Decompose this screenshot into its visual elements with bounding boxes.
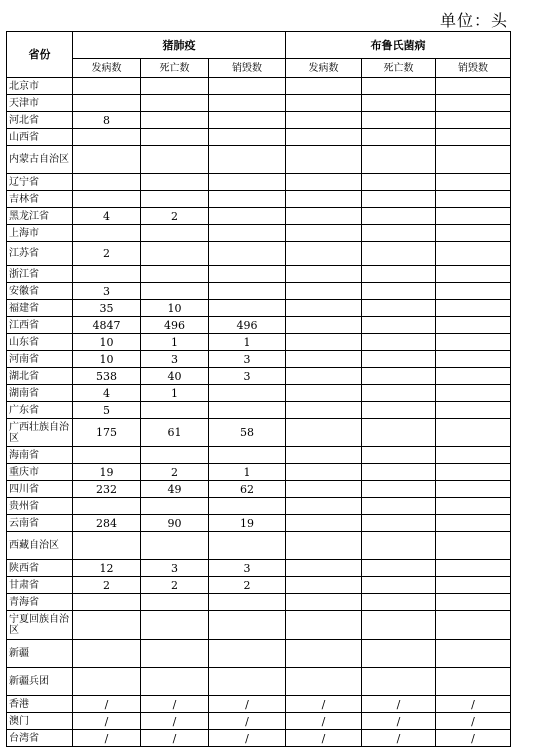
- table-row: [7, 696, 511, 713]
- value-cell: /: [286, 696, 362, 713]
- value-cell: [436, 146, 511, 174]
- value-cell: [436, 191, 511, 208]
- value-cell: [436, 112, 511, 129]
- value-cell: [286, 191, 362, 208]
- value-cell: [141, 283, 209, 300]
- value-cell: [436, 317, 511, 334]
- value-cell: [73, 266, 141, 283]
- value-cell: [436, 640, 511, 668]
- value-cell: [436, 402, 511, 419]
- table-row: [7, 594, 511, 611]
- value-cell: 5: [73, 402, 141, 419]
- header-group-brucellosis: 布鲁氏菌病: [286, 32, 511, 59]
- province-cell: 安徽省: [7, 283, 73, 300]
- value-cell: [362, 225, 436, 242]
- value-cell: [286, 78, 362, 95]
- value-cell: [362, 78, 436, 95]
- value-cell: [286, 385, 362, 402]
- value-cell: [141, 266, 209, 283]
- province-cell: 湖南省: [7, 385, 73, 402]
- value-cell: [286, 515, 362, 532]
- value-cell: [436, 577, 511, 594]
- value-cell: 232: [73, 481, 141, 498]
- value-cell: [362, 146, 436, 174]
- table-row: [7, 112, 511, 129]
- value-cell: [436, 95, 511, 112]
- value-cell: [362, 594, 436, 611]
- province-cell: 江西省: [7, 317, 73, 334]
- value-cell: [362, 95, 436, 112]
- value-cell: [286, 266, 362, 283]
- value-cell: [141, 146, 209, 174]
- value-cell: [436, 300, 511, 317]
- value-cell: [73, 532, 141, 560]
- value-cell: 4847: [73, 317, 141, 334]
- value-cell: 4: [73, 385, 141, 402]
- value-cell: [286, 419, 362, 447]
- value-cell: [436, 419, 511, 447]
- value-cell: [436, 368, 511, 385]
- value-cell: 35: [73, 300, 141, 317]
- province-cell: 广东省: [7, 402, 73, 419]
- value-cell: 62: [209, 481, 286, 498]
- value-cell: [436, 594, 511, 611]
- value-cell: /: [73, 730, 141, 747]
- value-cell: [362, 560, 436, 577]
- value-cell: 4: [73, 208, 141, 225]
- disease-statistics-table: [6, 31, 511, 747]
- table-row: [7, 611, 511, 640]
- value-cell: 1: [209, 334, 286, 351]
- value-cell: [362, 191, 436, 208]
- value-cell: [436, 283, 511, 300]
- value-cell: [141, 78, 209, 95]
- table-row: [7, 730, 511, 747]
- value-cell: [362, 334, 436, 351]
- value-cell: [141, 640, 209, 668]
- value-cell: 3: [209, 368, 286, 385]
- province-cell: 香港: [7, 696, 73, 713]
- value-cell: [286, 464, 362, 481]
- value-cell: 538: [73, 368, 141, 385]
- table-row: [7, 146, 511, 174]
- value-cell: [286, 532, 362, 560]
- value-cell: /: [362, 713, 436, 730]
- value-cell: [362, 208, 436, 225]
- value-cell: /: [362, 696, 436, 713]
- value-cell: 10: [141, 300, 209, 317]
- value-cell: [362, 266, 436, 283]
- table-row: [7, 129, 511, 146]
- value-cell: /: [436, 713, 511, 730]
- value-cell: [141, 594, 209, 611]
- value-cell: 1: [209, 464, 286, 481]
- value-cell: [362, 481, 436, 498]
- header-death-count: 死亡数: [362, 59, 436, 78]
- table-row: [7, 300, 511, 317]
- province-cell: 江苏省: [7, 242, 73, 266]
- value-cell: [209, 146, 286, 174]
- value-cell: [141, 532, 209, 560]
- value-cell: /: [362, 730, 436, 747]
- table-row: [7, 447, 511, 464]
- value-cell: 19: [209, 515, 286, 532]
- value-cell: [436, 447, 511, 464]
- province-cell: 广西壮族自治区: [7, 419, 73, 447]
- table-row: [7, 532, 511, 560]
- province-cell: 宁夏回族自治区: [7, 611, 73, 640]
- value-cell: [141, 174, 209, 191]
- value-cell: [362, 640, 436, 668]
- value-cell: [209, 532, 286, 560]
- province-cell: 四川省: [7, 481, 73, 498]
- table-row: [7, 242, 511, 266]
- value-cell: [362, 498, 436, 515]
- value-cell: [209, 78, 286, 95]
- value-cell: [286, 368, 362, 385]
- value-cell: [362, 385, 436, 402]
- value-cell: [286, 611, 362, 640]
- province-cell: 云南省: [7, 515, 73, 532]
- value-cell: [73, 611, 141, 640]
- province-cell: 内蒙古自治区: [7, 146, 73, 174]
- value-cell: [286, 208, 362, 225]
- value-cell: /: [436, 730, 511, 747]
- province-cell: 西藏自治区: [7, 532, 73, 560]
- header-province: 省份: [7, 32, 73, 78]
- value-cell: [286, 481, 362, 498]
- value-cell: 12: [73, 560, 141, 577]
- value-cell: [362, 112, 436, 129]
- table-row: [7, 191, 511, 208]
- value-cell: [286, 498, 362, 515]
- value-cell: [362, 317, 436, 334]
- value-cell: 496: [209, 317, 286, 334]
- value-cell: [436, 611, 511, 640]
- value-cell: 8: [73, 112, 141, 129]
- table-row: [7, 334, 511, 351]
- province-cell: 台湾省: [7, 730, 73, 747]
- province-cell: 陕西省: [7, 560, 73, 577]
- value-cell: [73, 594, 141, 611]
- table-row: [7, 640, 511, 668]
- value-cell: [286, 577, 362, 594]
- value-cell: [286, 129, 362, 146]
- table-row: [7, 368, 511, 385]
- value-cell: /: [209, 696, 286, 713]
- value-cell: [141, 447, 209, 464]
- value-cell: [362, 577, 436, 594]
- value-cell: [73, 498, 141, 515]
- value-cell: 2: [209, 577, 286, 594]
- value-cell: [209, 174, 286, 191]
- header-onset-count: 发病数: [286, 59, 362, 78]
- value-cell: [209, 668, 286, 696]
- value-cell: [73, 191, 141, 208]
- value-cell: [209, 594, 286, 611]
- value-cell: [436, 560, 511, 577]
- value-cell: [436, 208, 511, 225]
- table-row: [7, 208, 511, 225]
- value-cell: /: [286, 730, 362, 747]
- value-cell: [436, 129, 511, 146]
- value-cell: 19: [73, 464, 141, 481]
- province-cell: 北京市: [7, 78, 73, 95]
- value-cell: [286, 594, 362, 611]
- province-cell: 海南省: [7, 447, 73, 464]
- value-cell: 58: [209, 419, 286, 447]
- value-cell: /: [209, 713, 286, 730]
- value-cell: [286, 640, 362, 668]
- value-cell: [436, 515, 511, 532]
- value-cell: [286, 334, 362, 351]
- province-cell: 湖北省: [7, 368, 73, 385]
- value-cell: [73, 146, 141, 174]
- table-row: [7, 225, 511, 242]
- value-cell: [362, 300, 436, 317]
- value-cell: [362, 419, 436, 447]
- value-cell: [286, 300, 362, 317]
- value-cell: /: [73, 696, 141, 713]
- province-cell: 天津市: [7, 95, 73, 112]
- table-row: [7, 351, 511, 368]
- unit-label: 单位：头: [439, 11, 508, 30]
- table-row: [7, 515, 511, 532]
- header-onset-count: 发病数: [73, 59, 141, 78]
- province-cell: 新疆: [7, 640, 73, 668]
- value-cell: [141, 611, 209, 640]
- value-cell: 3: [209, 560, 286, 577]
- value-cell: [209, 300, 286, 317]
- province-cell: 山西省: [7, 129, 73, 146]
- value-cell: 3: [73, 283, 141, 300]
- value-cell: [73, 129, 141, 146]
- value-cell: [209, 208, 286, 225]
- value-cell: [436, 78, 511, 95]
- value-cell: [73, 640, 141, 668]
- value-cell: [362, 532, 436, 560]
- value-cell: [362, 668, 436, 696]
- value-cell: [436, 668, 511, 696]
- value-cell: [362, 515, 436, 532]
- value-cell: [73, 174, 141, 191]
- value-cell: [362, 402, 436, 419]
- value-cell: [436, 385, 511, 402]
- value-cell: [362, 611, 436, 640]
- table-row: [7, 713, 511, 730]
- value-cell: [209, 95, 286, 112]
- value-cell: [286, 146, 362, 174]
- table-row: [7, 317, 511, 334]
- value-cell: [209, 447, 286, 464]
- value-cell: 2: [141, 208, 209, 225]
- value-cell: [209, 611, 286, 640]
- value-cell: 2: [141, 577, 209, 594]
- value-cell: [209, 402, 286, 419]
- value-cell: [141, 225, 209, 242]
- header-destroyed-count: 销毁数: [209, 59, 286, 78]
- province-cell: 山东省: [7, 334, 73, 351]
- value-cell: [73, 78, 141, 95]
- value-cell: /: [436, 696, 511, 713]
- table-row: [7, 385, 511, 402]
- value-cell: [141, 95, 209, 112]
- header-group-swine-pasteurellosis: 猪肺疫: [73, 32, 286, 59]
- value-cell: 10: [73, 334, 141, 351]
- value-cell: [209, 242, 286, 266]
- value-cell: 90: [141, 515, 209, 532]
- table-row: [7, 283, 511, 300]
- value-cell: /: [141, 730, 209, 747]
- province-cell: 河北省: [7, 112, 73, 129]
- value-cell: 40: [141, 368, 209, 385]
- value-cell: [436, 498, 511, 515]
- province-cell: 贵州省: [7, 498, 73, 515]
- province-cell: 吉林省: [7, 191, 73, 208]
- province-cell: 新疆兵团: [7, 668, 73, 696]
- value-cell: [286, 402, 362, 419]
- value-cell: [362, 464, 436, 481]
- table-row: [7, 266, 511, 283]
- value-cell: [209, 112, 286, 129]
- province-cell: 福建省: [7, 300, 73, 317]
- value-cell: [141, 498, 209, 515]
- header-destroyed-count: 销毁数: [436, 59, 511, 78]
- table-body: [7, 78, 511, 747]
- value-cell: 2: [141, 464, 209, 481]
- value-cell: [141, 402, 209, 419]
- value-cell: /: [286, 713, 362, 730]
- table-row: [7, 560, 511, 577]
- province-cell: 上海市: [7, 225, 73, 242]
- value-cell: [362, 368, 436, 385]
- value-cell: [73, 225, 141, 242]
- table-row: [7, 577, 511, 594]
- value-cell: [209, 283, 286, 300]
- value-cell: [209, 640, 286, 668]
- value-cell: 10: [73, 351, 141, 368]
- table-row: [7, 668, 511, 696]
- province-cell: 河南省: [7, 351, 73, 368]
- value-cell: [209, 191, 286, 208]
- value-cell: [362, 129, 436, 146]
- value-cell: [436, 532, 511, 560]
- value-cell: 3: [209, 351, 286, 368]
- value-cell: [73, 447, 141, 464]
- value-cell: [362, 283, 436, 300]
- value-cell: [436, 334, 511, 351]
- value-cell: 1: [141, 385, 209, 402]
- table-row: [7, 464, 511, 481]
- value-cell: 284: [73, 515, 141, 532]
- province-cell: 青海省: [7, 594, 73, 611]
- value-cell: [362, 351, 436, 368]
- value-cell: [141, 668, 209, 696]
- value-cell: [362, 447, 436, 464]
- table-row: [7, 78, 511, 95]
- value-cell: /: [141, 696, 209, 713]
- province-cell: 重庆市: [7, 464, 73, 481]
- value-cell: [362, 174, 436, 191]
- table-row: [7, 95, 511, 112]
- value-cell: 3: [141, 351, 209, 368]
- value-cell: [286, 560, 362, 577]
- value-cell: [209, 225, 286, 242]
- value-cell: [141, 242, 209, 266]
- value-cell: [209, 385, 286, 402]
- table-row: [7, 174, 511, 191]
- province-cell: 黑龙江省: [7, 208, 73, 225]
- value-cell: [286, 242, 362, 266]
- value-cell: [286, 351, 362, 368]
- table-row: [7, 402, 511, 419]
- value-cell: [209, 266, 286, 283]
- value-cell: [286, 317, 362, 334]
- value-cell: /: [141, 713, 209, 730]
- value-cell: /: [209, 730, 286, 747]
- value-cell: [286, 112, 362, 129]
- value-cell: [436, 225, 511, 242]
- value-cell: [286, 174, 362, 191]
- province-cell: 浙江省: [7, 266, 73, 283]
- value-cell: [362, 242, 436, 266]
- value-cell: [209, 129, 286, 146]
- value-cell: 175: [73, 419, 141, 447]
- value-cell: [286, 447, 362, 464]
- province-cell: 甘肃省: [7, 577, 73, 594]
- value-cell: [436, 174, 511, 191]
- value-cell: [286, 225, 362, 242]
- value-cell: 49: [141, 481, 209, 498]
- value-cell: [286, 283, 362, 300]
- province-cell: 澳门: [7, 713, 73, 730]
- value-cell: [141, 191, 209, 208]
- value-cell: [73, 95, 141, 112]
- table-row: [7, 498, 511, 515]
- value-cell: [436, 351, 511, 368]
- value-cell: 61: [141, 419, 209, 447]
- table-row: [7, 419, 511, 447]
- value-cell: [141, 112, 209, 129]
- table-row: [7, 481, 511, 498]
- value-cell: [286, 668, 362, 696]
- header-death-count: 死亡数: [141, 59, 209, 78]
- value-cell: [436, 266, 511, 283]
- value-cell: [436, 481, 511, 498]
- province-cell: 辽宁省: [7, 174, 73, 191]
- value-cell: 3: [141, 560, 209, 577]
- value-cell: [436, 242, 511, 266]
- value-cell: [73, 668, 141, 696]
- value-cell: [209, 498, 286, 515]
- value-cell: /: [73, 713, 141, 730]
- value-cell: 1: [141, 334, 209, 351]
- value-cell: 2: [73, 577, 141, 594]
- value-cell: [141, 129, 209, 146]
- value-cell: [436, 464, 511, 481]
- value-cell: 2: [73, 242, 141, 266]
- value-cell: [286, 95, 362, 112]
- value-cell: 496: [141, 317, 209, 334]
